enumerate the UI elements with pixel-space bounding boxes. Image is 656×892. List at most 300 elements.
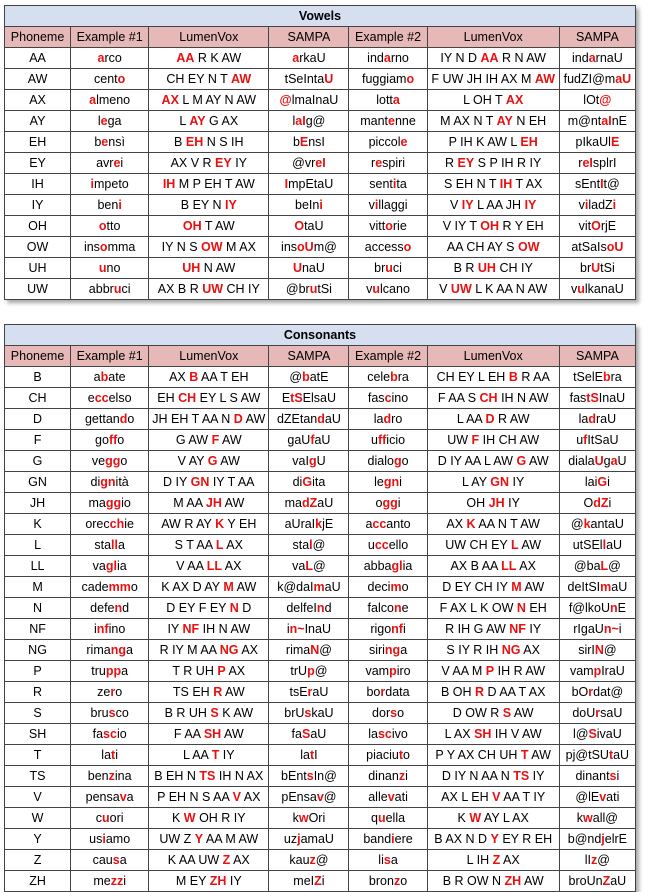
table-row [5, 577, 636, 598]
highlighted-sound: i [102, 832, 106, 846]
highlighted-sound: g [393, 454, 402, 468]
highlighted-sound: Z [602, 874, 611, 888]
table-row [5, 493, 636, 514]
highlighted-sound: ng [110, 643, 126, 657]
cell-sampa-2: @baL@ [559, 556, 635, 577]
cell-sampa-2: vampIraU [559, 661, 635, 682]
highlighted-sound: AA [176, 51, 195, 65]
cell-lumenvox-2: V AA M P IH R AW [427, 661, 559, 682]
highlighted-sound: S [502, 706, 512, 720]
cell-example-2: bordata [349, 682, 427, 703]
table-row [5, 682, 636, 703]
cell-sampa-2: dialaUgaU [559, 451, 635, 472]
highlighted-sound: gg [105, 454, 121, 468]
highlighted-sound: i [584, 198, 589, 212]
highlighted-sound: S [210, 706, 219, 720]
cell-sampa-2: broUnZaU [559, 871, 635, 892]
cell-lumenvox-2: L AA D R AW [427, 409, 559, 430]
table-row [5, 850, 636, 871]
highlighted-sound: j [297, 832, 301, 846]
cell-sampa-2: lOt@ [559, 90, 635, 111]
cell-sampa-1: @lmaInaU [269, 90, 349, 111]
highlighted-sound: Z [314, 874, 322, 888]
cell-example-1: arco [71, 48, 149, 69]
cell-example-1: brusco [71, 703, 149, 724]
cell-example-2: allevati [349, 787, 427, 808]
highlighted-sound: o [385, 219, 393, 233]
cell-lumenvox-2: V UW L K AA N AW [427, 279, 559, 300]
highlighted-sound: n~ [289, 622, 305, 636]
highlighted-sound: L [215, 538, 224, 552]
highlighted-sound: W [469, 811, 482, 825]
highlighted-sound: o [406, 72, 415, 86]
cell-lumenvox-2: S IY R IH NG AX [427, 640, 559, 661]
table-row [5, 237, 636, 258]
cell-lumenvox-2: F UW JH IH AX M AW [427, 69, 559, 90]
highlighted-sound: gn [383, 475, 400, 489]
cell-lumenvox-2: L AX SH IH V AW [427, 724, 559, 745]
highlighted-sound: t [398, 748, 403, 762]
highlighted-sound: TS [513, 769, 530, 783]
cell-phoneme: AW [5, 69, 71, 90]
cell-sampa-2: tSelEbra [559, 367, 635, 388]
cell-sampa-2: fudZI@maU [559, 69, 635, 90]
highlighted-sound: I [284, 177, 289, 191]
highlighted-sound: AX [505, 93, 524, 107]
highlighted-sound: TS [199, 769, 216, 783]
cell-lumenvox-1: L AA T IY [149, 745, 269, 766]
cell-phoneme: OH [5, 216, 71, 237]
highlighted-sound: n [609, 601, 618, 615]
highlighted-sound: N [594, 643, 604, 657]
cell-sampa-1: UnaU [269, 258, 349, 279]
cell-example-2: vittorie [349, 216, 427, 237]
highlighted-sound: IY [524, 198, 537, 212]
table-row [5, 195, 636, 216]
highlighted-sound: IY [225, 198, 237, 212]
table-row [5, 153, 636, 174]
highlighted-sound: ZH [504, 874, 522, 888]
highlighted-sound: G [516, 454, 527, 468]
col-header-lumenvox-1: LumenVox [149, 27, 269, 48]
highlighted-sound: eI [315, 156, 326, 170]
table-row [5, 598, 636, 619]
highlighted-sound: s [112, 853, 120, 867]
cell-phoneme: T [5, 745, 71, 766]
highlighted-sound: GN [490, 475, 510, 489]
cell-example-2: piaciuto [349, 745, 427, 766]
cell-sampa-1: @batE [269, 367, 349, 388]
cell-lumenvox-1: AX B R UW CH IY [149, 279, 269, 300]
cell-lumenvox-1: UH N AW [149, 258, 269, 279]
highlighted-sound: F [471, 433, 480, 447]
cell-phoneme: W [5, 808, 71, 829]
cell-lumenvox-2: B OH R D AA T AX [427, 682, 559, 703]
highlighted-sound: IH [499, 177, 513, 191]
vowels-header-row [5, 27, 636, 48]
cell-sampa-2: pj@tSUtaU [559, 745, 635, 766]
cell-phoneme: M [5, 577, 71, 598]
highlighted-sound: f [583, 433, 588, 447]
cell-lumenvox-2: P IH K AW L EH [427, 132, 559, 153]
cell-example-1: cademmo [71, 577, 149, 598]
highlighted-sound: tS [586, 391, 599, 405]
consonants-header-row [5, 346, 636, 367]
cell-sampa-2: vulkanaU [559, 279, 635, 300]
highlighted-sound: G [597, 475, 608, 489]
cell-example-1: dignità [71, 472, 149, 493]
table-row [5, 535, 636, 556]
cell-sampa-1: ImpEtaU [269, 174, 349, 195]
highlighted-sound: T [211, 748, 220, 762]
highlighted-sound: s [383, 853, 391, 867]
highlighted-sound: K [466, 517, 476, 531]
cell-lumenvox-1: AX B AA T EH [149, 367, 269, 388]
cell-sampa-2: vitOrjE [559, 216, 635, 237]
cell-sampa-1: bEnsI [269, 132, 349, 153]
highlighted-sound: D [233, 412, 243, 426]
highlighted-sound: JH [488, 496, 505, 510]
cell-lumenvox-1: M AA JH AW [149, 493, 269, 514]
cell-example-2: lisa [349, 850, 427, 871]
cell-example-1: insomma [71, 237, 149, 258]
highlighted-sound: IH [162, 177, 176, 191]
cell-sampa-2: ufItSaU [559, 430, 635, 451]
cell-phoneme: V [5, 787, 71, 808]
highlighted-sound: ll [111, 538, 118, 552]
highlighted-sound: UH [182, 261, 201, 275]
highlighted-sound: JH [205, 496, 222, 510]
table-row [5, 451, 636, 472]
highlighted-sound: Z [222, 853, 231, 867]
cell-example-2: lotta [349, 90, 427, 111]
highlighted-sound: i [90, 177, 95, 191]
cell-lumenvox-1: V AY G AW [149, 451, 269, 472]
cell-sampa-2: laiGi [559, 472, 635, 493]
cell-example-2: oggi [349, 493, 427, 514]
cell-lumenvox-2: B AX N D Y EY R EH [427, 829, 559, 850]
cell-lumenvox-1: AA R K AW [149, 48, 269, 69]
cell-phoneme: K [5, 514, 71, 535]
cell-lumenvox-1: AW R AY K Y EH [149, 514, 269, 535]
consonants-table [4, 324, 636, 892]
highlighted-sound: e [388, 114, 395, 128]
cell-lumenvox-2: D OW R S AW [427, 703, 559, 724]
cell-example-1: stalla [71, 535, 149, 556]
cell-example-2: abbaglia [349, 556, 427, 577]
highlighted-sound: tS [290, 391, 303, 405]
cell-sampa-1: insoUm@ [269, 237, 349, 258]
highlighted-sound: NG [219, 643, 239, 657]
highlighted-sound: p [307, 664, 315, 678]
highlighted-sound: V [232, 790, 241, 804]
cell-phoneme: SH [5, 724, 71, 745]
highlighted-sound: v [316, 790, 324, 804]
cell-lumenvox-2: M AX N T AY N EH [427, 111, 559, 132]
highlighted-sound: c [384, 391, 392, 405]
cell-lumenvox-2: S EH N T IH T AX [427, 174, 559, 195]
highlighted-sound: u [113, 282, 122, 296]
highlighted-sound: O [591, 219, 601, 233]
col-header-phoneme: Phoneme [5, 346, 71, 367]
cell-sampa-1: latI [269, 745, 349, 766]
table-row [5, 472, 636, 493]
cell-phoneme: GN [5, 472, 71, 493]
cell-lumenvox-2: V IY L AA JH IY [427, 195, 559, 216]
highlighted-sound: NF [182, 622, 200, 636]
table-row [5, 871, 636, 892]
cell-lumenvox-1: UW Z Y AA M AW [149, 829, 269, 850]
highlighted-sound: e [113, 156, 121, 170]
cell-lumenvox-1: IY NF IH N AW [149, 619, 269, 640]
cell-sampa-1: laIg@ [269, 111, 349, 132]
highlighted-sound: a [292, 51, 300, 65]
highlighted-sound: L [511, 538, 519, 552]
table-row [5, 90, 636, 111]
cell-example-1: lati [71, 745, 149, 766]
cell-phoneme: N [5, 598, 71, 619]
cell-phoneme: UW [5, 279, 71, 300]
cell-example-1: gettando [71, 409, 149, 430]
cell-phoneme: EH [5, 132, 71, 153]
col-header-example-2: Example #2 [349, 346, 427, 367]
highlighted-sound: V [492, 790, 501, 804]
col-header-lumenvox-2: LumenVox [427, 27, 559, 48]
highlighted-sound: dZ [593, 496, 609, 510]
highlighted-sound: AY [189, 114, 206, 128]
highlighted-sound: t [111, 748, 116, 762]
highlighted-sound: s [390, 706, 398, 720]
highlighted-sound: u [309, 282, 318, 296]
cell-sampa-1: faSaU [269, 724, 349, 745]
cell-lumenvox-1: D EY F EY N D [149, 598, 269, 619]
cell-example-1: orecchie [71, 514, 149, 535]
cell-phoneme: CH [5, 388, 71, 409]
highlighted-sound: k [315, 517, 323, 531]
cell-lumenvox-1: CH EY N T AW [149, 69, 269, 90]
highlighted-sound: Y [490, 832, 499, 846]
highlighted-sound: s [609, 769, 617, 783]
cell-sampa-2: sEntIt@ [559, 174, 635, 195]
highlighted-sound: u [385, 261, 393, 275]
cell-lumenvox-2: AA CH AY S OW [427, 237, 559, 258]
consonants-body [5, 367, 636, 892]
cell-lumenvox-2: L OH T AX [427, 90, 559, 111]
table-row [5, 661, 636, 682]
highlighted-sound: M [223, 580, 234, 594]
cell-example-1: infino [71, 619, 149, 640]
cell-sampa-2: kwall@ [559, 808, 635, 829]
cell-sampa-1: madZaU [269, 493, 349, 514]
highlighted-sound: LL [206, 559, 222, 573]
cell-phoneme: Z [5, 850, 71, 871]
cell-example-2: villaggi [349, 195, 427, 216]
cell-example-1: impeto [71, 174, 149, 195]
cell-example-2: accesso [349, 237, 427, 258]
cell-lumenvox-1: F AA SH AW [149, 724, 269, 745]
highlighted-sound: O [294, 219, 305, 233]
cell-lumenvox-1: K W OH R IY [149, 808, 269, 829]
highlighted-sound: SH [203, 727, 222, 741]
cell-example-2: dinanzi [349, 766, 427, 787]
cell-lumenvox-1: K AX D AY M AW [149, 577, 269, 598]
highlighted-sound: UW [202, 282, 224, 296]
cell-lumenvox-1: B R UH S K AW [149, 703, 269, 724]
cell-phoneme: P [5, 661, 71, 682]
cell-sampa-1: dZEtandaU [269, 409, 349, 430]
cell-example-2: dialogo [349, 451, 427, 472]
cell-sampa-2: bOrdat@ [559, 682, 635, 703]
highlighted-sound: e [100, 114, 108, 128]
cell-sampa-1: beIni [269, 195, 349, 216]
highlighted-sound: UW [450, 282, 472, 296]
cell-example-1: causa [71, 850, 149, 871]
cell-phoneme: OW [5, 237, 71, 258]
cell-example-2: indarno [349, 48, 427, 69]
cell-lumenvox-1: AX L M AY N AW [149, 90, 269, 111]
cell-sampa-1: vaIgU [269, 451, 349, 472]
highlighted-sound: R [213, 685, 223, 699]
highlighted-sound: d [588, 412, 596, 426]
col-header-example-2: Example #2 [349, 27, 427, 48]
highlighted-sound: U [594, 454, 604, 468]
highlighted-sound: n [316, 601, 325, 615]
cell-sampa-1: delfeInd [269, 598, 349, 619]
highlighted-sound: ff [377, 433, 387, 447]
highlighted-sound: g [308, 454, 317, 468]
highlighted-sound: @ [599, 93, 612, 107]
cell-example-1: lega [71, 111, 149, 132]
cell-lumenvox-2: F AX L K OW N EH [427, 598, 559, 619]
cell-example-2: uccello [349, 535, 427, 556]
highlighted-sound: AY [496, 114, 513, 128]
cell-example-1: zero [71, 682, 149, 703]
table-row [5, 111, 636, 132]
cell-lumenvox-1: B EH N TS IH N AX [149, 766, 269, 787]
highlighted-sound: AX [161, 93, 179, 107]
cell-example-1: mezzi [71, 871, 149, 892]
cell-sampa-1: kwOri [269, 808, 349, 829]
highlighted-sound: a [588, 51, 596, 65]
highlighted-sound: sc [377, 727, 392, 741]
cell-lumenvox-2: R IH G AW NF IY [427, 619, 559, 640]
cell-phoneme: S [5, 703, 71, 724]
cell-sampa-1: trUp@ [269, 661, 349, 682]
vowels-table [4, 5, 636, 300]
highlighted-sound: CH [178, 391, 197, 405]
highlighted-sound: @ [279, 93, 292, 107]
highlighted-sound: B [189, 370, 199, 384]
highlighted-sound: oU [606, 240, 624, 254]
cell-example-2: fuggiamo [349, 69, 427, 90]
cell-sampa-2: l@SivaU [559, 724, 635, 745]
cell-example-1: abbruci [71, 279, 149, 300]
cell-example-2: piccole [349, 132, 427, 153]
vowels-body [5, 48, 636, 300]
highlighted-sound: f [310, 433, 315, 447]
table-row [5, 745, 636, 766]
table-row [5, 724, 636, 745]
highlighted-sound: OH [182, 219, 202, 233]
highlighted-sound: i [374, 198, 379, 212]
highlighted-sound: e [101, 135, 109, 149]
cell-example-2: bruci [349, 258, 427, 279]
cell-sampa-2: ladraU [559, 409, 635, 430]
highlighted-sound: ff [108, 433, 118, 447]
cell-lumenvox-2: D IY N AA N TS IY [427, 766, 559, 787]
highlighted-sound: z [393, 874, 401, 888]
highlighted-sound: pp [105, 664, 122, 678]
cell-lumenvox-2: B R UH CH IY [427, 258, 559, 279]
cell-sampa-1: bEntsIn@ [269, 766, 349, 787]
highlighted-sound: z [309, 853, 316, 867]
cell-phoneme: JH [5, 493, 71, 514]
highlighted-sound: e [400, 135, 408, 149]
cell-phoneme: AA [5, 48, 71, 69]
highlighted-sound: a [97, 51, 105, 65]
cell-sampa-2: @kantaU [559, 514, 635, 535]
col-header-lumenvox-1: LumenVox [149, 346, 269, 367]
col-header-example-1: Example #1 [71, 346, 149, 367]
cell-example-2: mantenne [349, 111, 427, 132]
highlighted-sound: N [229, 601, 239, 615]
highlighted-sound: NG [501, 643, 521, 657]
highlighted-sound: ZH [209, 874, 227, 888]
highlighted-sound: i [391, 832, 395, 846]
cell-lumenvox-2: V IY T OH R Y EH [427, 216, 559, 237]
highlighted-sound: r [588, 685, 594, 699]
highlighted-sound: s [108, 706, 116, 720]
cell-phoneme: D [5, 409, 71, 430]
highlighted-sound: o [98, 219, 107, 233]
cell-lumenvox-2: L IH Z AX [427, 850, 559, 871]
table-row [5, 640, 636, 661]
highlighted-sound: G [302, 475, 313, 489]
cell-example-1: almeno [71, 90, 149, 111]
table-row [5, 279, 636, 300]
highlighted-sound: AA [480, 51, 499, 65]
table-row [5, 388, 636, 409]
cell-phoneme: UH [5, 258, 71, 279]
highlighted-sound: d [383, 412, 392, 426]
highlighted-sound: w [298, 811, 309, 825]
table-row [5, 703, 636, 724]
table-row [5, 367, 636, 388]
highlighted-sound: z [398, 769, 406, 783]
highlighted-sound: N [516, 601, 526, 615]
cell-sampa-1: k@daImaU [269, 577, 349, 598]
highlighted-sound: s [306, 769, 314, 783]
highlighted-sound: o [403, 240, 412, 254]
highlighted-sound: a [610, 454, 618, 468]
cell-example-2: bandiere [349, 829, 427, 850]
highlighted-sound: AW [231, 72, 252, 86]
cell-lumenvox-2: UW F IH CH AW [427, 430, 559, 451]
cell-example-2: fascino [349, 388, 427, 409]
cell-sampa-2: reIsplrI [559, 153, 635, 174]
cell-phoneme: G [5, 451, 71, 472]
highlighted-sound: gl [105, 559, 117, 573]
cell-sampa-2: b@ndjelrE [559, 829, 635, 850]
highlighted-sound: r [307, 685, 313, 699]
cell-lumenvox-2: F AA S CH IH N AW [427, 388, 559, 409]
table-row [5, 766, 636, 787]
cell-example-1: vaglia [71, 556, 149, 577]
cell-phoneme: NF [5, 619, 71, 640]
cell-lumenvox-2: AX L EH V AA T IY [427, 787, 559, 808]
cell-example-1: avrei [71, 153, 149, 174]
cell-example-1: uno [71, 258, 149, 279]
